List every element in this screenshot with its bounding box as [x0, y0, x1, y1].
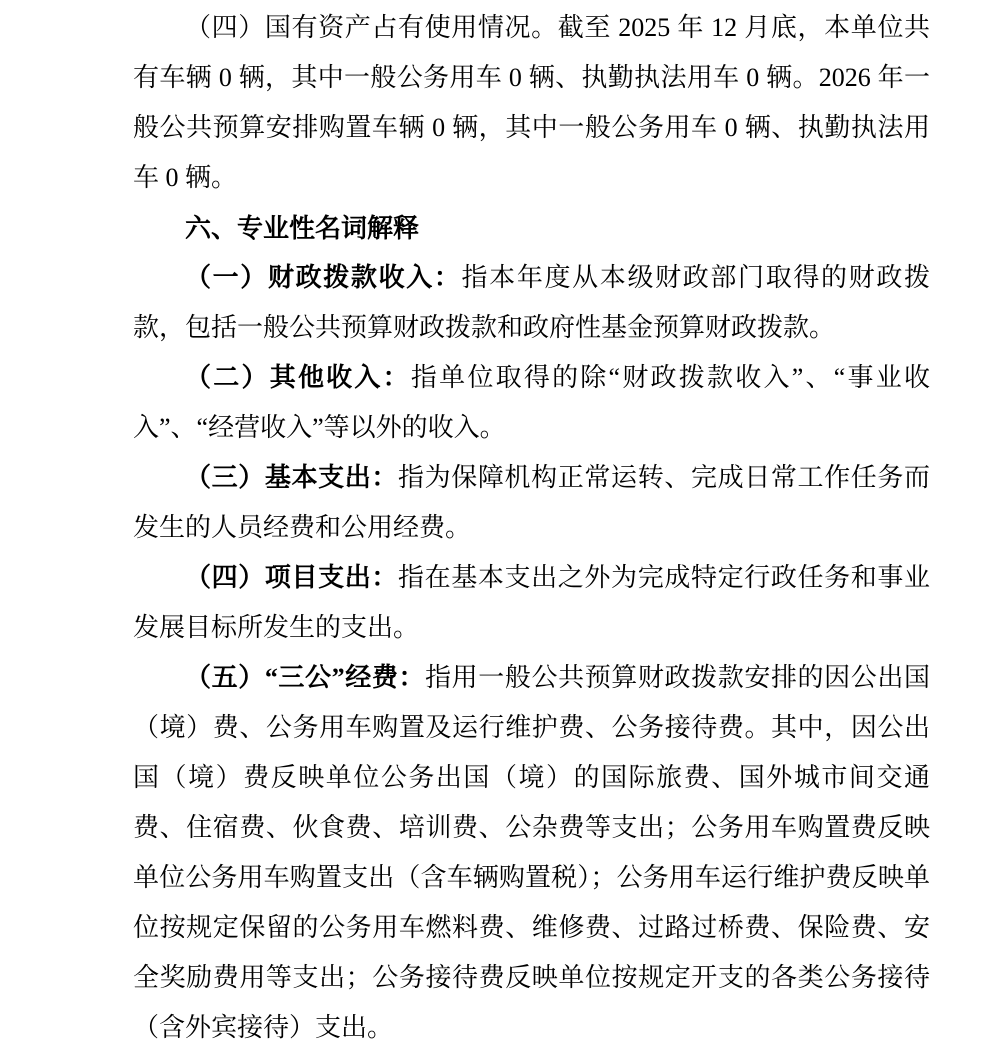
term-project-expense-definition: 指在基本支出之外为完成特定行政任务和事业发展目标所发生的支出。: [133, 563, 930, 642]
term-project-expense-label: （四）项目支出：: [185, 563, 399, 592]
term-fiscal-income-definition: 指本年度从本级财政部门取得的财政拨款，包括一般公共预算财政拨款和政府性基金预算财政拨款。: [133, 263, 930, 342]
paragraph-term-basic-expense: [133, 453, 930, 553]
paragraph-term-fiscal-income: [133, 253, 930, 353]
term-fiscal-income-label: （一）财政拨款收入：: [185, 263, 462, 292]
term-basic-expense-label: （三）基本支出：: [185, 463, 399, 492]
term-basic-expense-definition: 指为保障机构正常运转、完成日常工作任务而发生的人员经费和公用经费。: [133, 463, 930, 542]
paragraph-term-three-public: [133, 653, 930, 1053]
paragraph-state-assets: [133, 3, 930, 203]
term-other-income-label: （二）其他收入：: [185, 363, 411, 392]
document-body: [133, 3, 930, 1053]
term-three-public-definition: 指用一般公共预算财政拨款安排的因公出国（境）费、公务用车购置及运行维护费、公务接待费。其中，因公出国（境）费反映单位公务出国（境）的国际旅费、国外城市间交通费、住宿费、伙食费、培训费、公杂费等支出；公务用车购置费反映单位公务用车购置支出（含车辆购置税）；公务用车运行维护费反映单位按规定保留的公务用车燃料费、维修费、过路过桥费、保险费、安全奖励费用等支出；公务接待费反映单位按规定开支的各类公务接待（含外宾接待）支出。: [133, 663, 930, 1042]
term-other-income-definition: 指单位取得的除“财政拨款收入”、“事业收入”、“经营收入”等以外的收入。: [133, 363, 930, 442]
paragraph-term-project-expense: [133, 553, 930, 653]
paragraph-state-assets-text: （四）国有资产占有使用情况。截至 2025 年 12 月底，本单位共有车辆 0 辆，其中一般公务用车 0 辆、执勤执法用车 0 辆。2026 年一般公共预算安排购置车辆 0 辆，其中一般公务用车 0 辆、执勤执法用车 0 辆。: [133, 13, 930, 192]
paragraph-term-other-income: [133, 353, 930, 453]
section-heading-terms: 六、专业性名词解释: [185, 213, 420, 243]
term-three-public-label: （五）“三公”经费：: [185, 663, 426, 692]
